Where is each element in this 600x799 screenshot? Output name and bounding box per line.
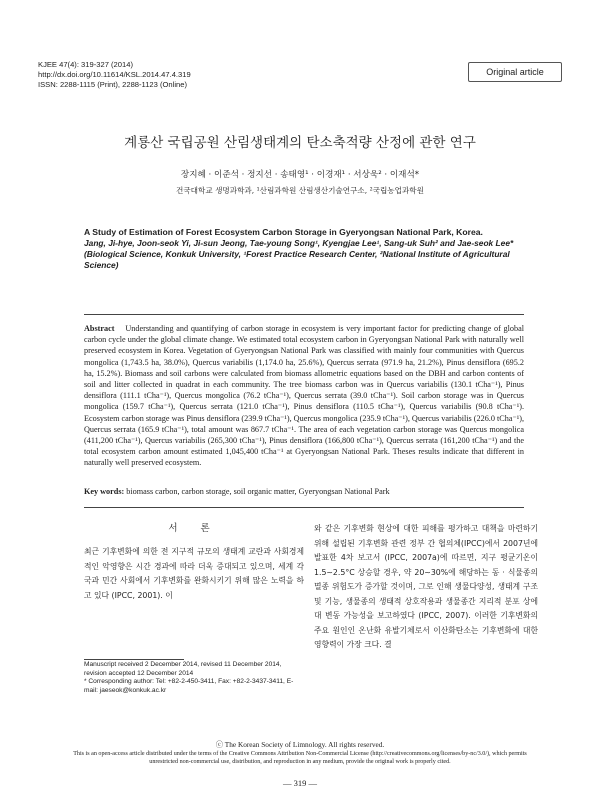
keywords-label: Key words: — [84, 487, 125, 496]
keywords-text: biomass carbon, carbon storage, soil organic matter, Gyeryongsan National Park — [126, 487, 390, 496]
copyright: ⓒ The Korean Society of Limnology. All rights reserved. — [215, 740, 385, 749]
issn: ISSN: 2288-1115 (Print), 2288-1123 (Online) — [38, 80, 188, 89]
page-number: — 319 — — [283, 778, 317, 788]
manuscript-dates: Manuscript received 2 December 2014, revised 11 December 2014, revision accepted 12 December 2014 — [84, 661, 282, 677]
body-text-right: 와 같은 기후변화 현상에 대한 피해를 평가하고 대책을 마련하기 위해 설립된 기후변화 관련 정부 간 협의체(IPCC)에서 2007년에 발표한 4차 보고서 (IPCC, 2007a)에 따르면, 지구 평균기온이 1.5∼2.5°C 상승할 경우, 약 20∼30%에 해당하는 동 · 식물종의 멸종 위험도가 증가할 것이며, 그로 인해 생물다양성, 생태계 구조 및 기능, 생물종의 생태적 상호작용과 생물종간 지리적 분포 상에 대 변동 가능성을 보고하였다 (IPCC, 2007). 이러한 기후변화의 주요 원인인 온난화 유발기체로서 이산화탄소는 기후변화에 대한 영향력이 가장 크다. 결 — [314, 524, 538, 649]
footnotes — [84, 661, 304, 695]
body-text-left: 최근 기후변화에 의한 전 지구적 규모의 생태계 교란과 사회경제적인 악영향은 시간 경과에 따라 더욱 증대되고 있으며, 세계 각국과 민간 사회에서 기후변화를 완화시키기 위해 많은 노력을 하고 있다 (IPCC, 2001). 이 — [84, 547, 304, 600]
english-authors: Jang, Ji-hye, Joon-seok Yi, Ji-sun Jeong, Tae-young Song¹, Kyengjae Lee¹, Sang-uk Suh² and Jae-seok Lee* (Biological Science, Konkuk University, ¹Forest Practice Research Center, ²National Institute of Agricultural Science) — [84, 238, 514, 270]
abstract — [84, 323, 524, 469]
section-heading-introduction: 서 론 — [168, 523, 220, 534]
english-title: A Study of Estimation of Forest Ecosystem Carbon Storage in Gyeryongsan National Park, Korea. — [84, 227, 483, 237]
abstract-bottom-rule — [84, 507, 524, 508]
korean-affiliations: 건국대학교 생명과학과, ¹산림과학원 산림생산기술연구소, ²국립농업과학원 — [176, 186, 424, 195]
abstract-top-rule — [84, 314, 524, 315]
korean-authors: 장지혜 · 이준석 · 정지선 · 송태영¹ · 이경재¹ · 서상욱² · 이재석* — [180, 170, 420, 180]
doi-link[interactable]: http://dx.doi.org/10.11614/KSL.2014.47.4.319 — [38, 70, 191, 79]
abstract-label: Abstract — [84, 324, 115, 333]
corresponding-author: * Corresponding author: Tel: +82-2-450-3411, Fax: +82-2-3437-3411, E-mail: jaeseok@konkuk.ac.kr — [84, 678, 294, 694]
footnote-rule — [84, 659, 184, 660]
license-text: This is an open-access article distributed under the terms of the Creative Commons Attribution Non-Commercial License (http://creativecommons.org/licenses/by-nc/3.0/), which permits unrestricted non-commercial use, distribution, and reproduction in any medium, provide the original work is properly cited. — [73, 751, 527, 765]
article-type-badge: Original article — [468, 62, 562, 82]
korean-title: 계룡산 국립공원 산림생태계의 탄소축적량 산정에 관한 연구 — [124, 135, 476, 151]
abstract-text: Understanding and quantifying of carbon storage in ecosystem is very important factor for predicting change of global carbon cycle under the global climate change. We estimated total ecosystem carbon in Gyeryongsan National Park with naturally well preserved ecosystem in Korea. Vegetation of Gyeryongsan National Park was classified with mainly four communities with Quercus mongolica (1,743.5 ha, 38.0%), Quercus variabilis (1,174.0 ha, 25.6%), Quercus serrata (971.9 ha, 21.2%), Pinus densiflora (695.2 ha, 15.2%). Biomass and soil carbons were calculated from biomass allometric equations based on the DBH and carbon contents of soil and litter collected in quadrat in each community. The tree biomass carbon was in Quercus variabilis (130.1 tCha⁻¹), Pinus densiflora (111.1 tCha⁻¹), Quercus mongolica (76.2 tCha⁻¹), Quercus serrata (39.0 tCha⁻¹). Soil carbon storage was in Quercus mongolica (159.7 tCha⁻¹), Quercus serrata (121.0 tCha⁻¹), Pinus densiflora (110.5 tCha⁻¹), Quercus variabilis (90.8 tCha⁻¹). Ecosystem carbon storage was Pinus densiflora (239.9 tCha⁻¹), Quercus mongolica (235.9 tCha⁻¹), Quercus variabilis (226.0 tCha⁻¹), Quercus serrata (165.9 tCha⁻¹), total amount was 867.7 tCha⁻¹. The area of each vegetation carbon storage was Quercus mongolica (411,200 tCha⁻¹), Quercus variabilis (265,300 tCha⁻¹), Pinus densiflora (166,800 tCha⁻¹), Quercus serrata (161,200 tCha⁻¹) and the total ecosystem carbon amount estimated 1,045,400 tCha⁻¹ at Gyeryongsan National Park. Theses results indicate that different in naturally well preserved ecosystem. — [84, 324, 525, 468]
journal-citation: KJEE 47(4): 319-327 (2014) — [38, 60, 133, 69]
keywords — [84, 487, 524, 496]
